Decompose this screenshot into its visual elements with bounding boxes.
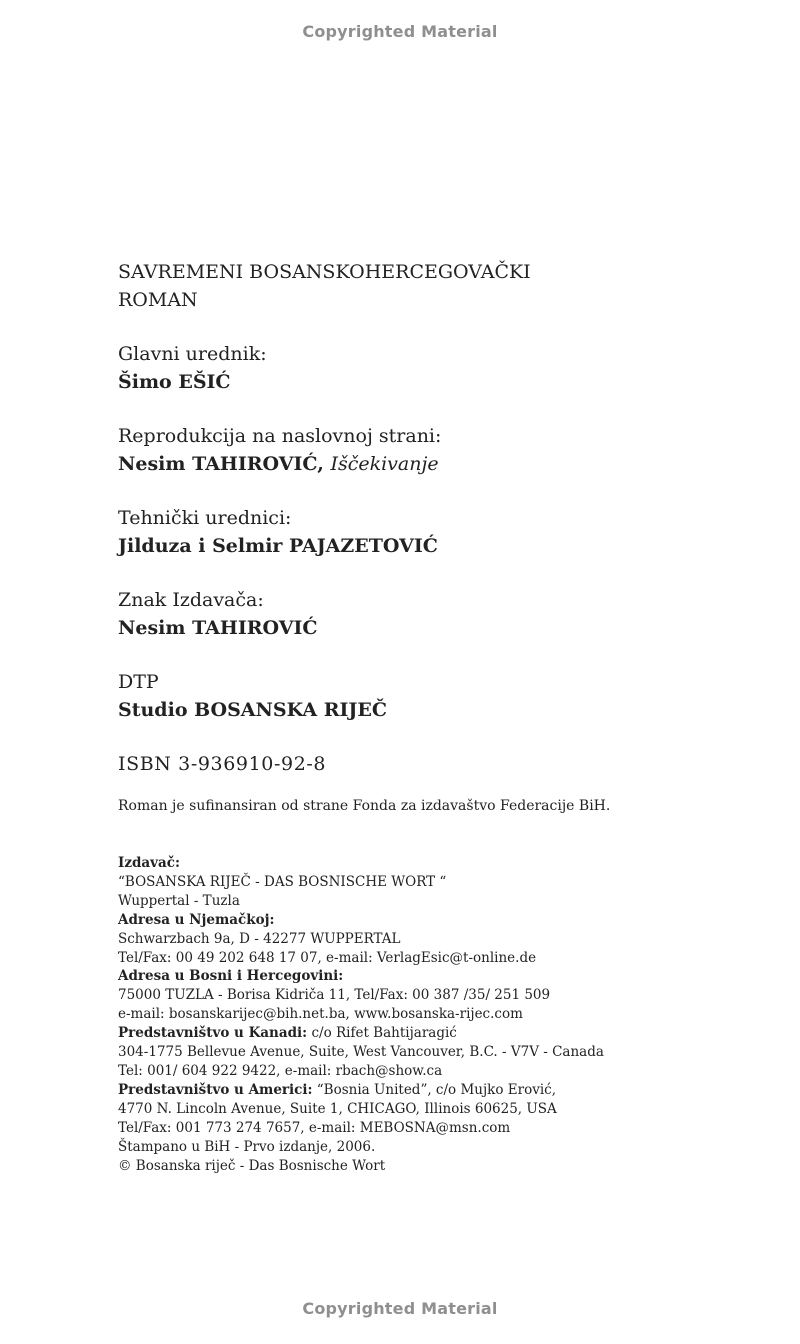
- credit-value-line: [118, 450, 758, 478]
- canada-office-person: c/o Rifet Bahtijaragić: [307, 1025, 457, 1042]
- publisher-city: Wuppertal - Tuzla: [118, 892, 240, 909]
- publisher-label: Izdavač:: [118, 855, 180, 871]
- isbn: ISBN 3-936910-92-8: [118, 753, 327, 775]
- usa-office-address: 4770 N. Lincoln Avenue, Suite 1, CHICAGO, Illinois 60625, USA: [118, 1100, 557, 1117]
- germany-address-label: Adresa u Njemačkoj:: [118, 911, 275, 928]
- credit-value: Nesim TAHIROVIĆ,: [118, 453, 331, 475]
- canada-office-label: Predstavništvo u Kanadi:: [118, 1025, 308, 1042]
- canada-office-address: 304-1775 Bellevue Avenue, Suite, West Vancouver, B.C. - V7V - Canada: [118, 1044, 604, 1061]
- bih-address-label: Adresa u Bosni i Hercegovini:: [118, 968, 344, 985]
- credit-value: Nesim TAHIROVIĆ: [118, 617, 318, 639]
- imprint: [118, 854, 758, 1175]
- germany-address: Schwarzbach 9a, D - 42277 WUPPERTAL: [118, 930, 401, 947]
- credit-editor: [118, 340, 758, 396]
- copyright-page: [118, 258, 758, 1175]
- credit-value: Jilduza i Selmir PAJAZETOVIĆ: [118, 535, 438, 557]
- canada-office-contact: Tel: 001/ 604 922 9422, e-mail: rbach@show.ca: [118, 1062, 443, 1079]
- usa-office-contact: Tel/Fax: 001 773 274 7657, e-mail: MEBOSNA@msn.com: [118, 1119, 511, 1136]
- credit-value: Studio BOSANSKA RIJEČ: [118, 699, 387, 721]
- publisher-name: “BOSANSKA RIJEČ - DAS BOSNISCHE WORT “: [118, 873, 447, 890]
- credit-cover: [118, 422, 758, 478]
- usa-office-person: “Bosnia United”, c/o Mujko Erović,: [312, 1081, 556, 1098]
- funding-note: Roman je sufinansiran od strane Fonda za izdavaštvo Federacije BiH.: [118, 798, 611, 814]
- credit-technical-editors: [118, 504, 758, 560]
- series-title-line-1: SAVREMENI BOSANSKOHERCEGOVAČKI: [118, 261, 531, 283]
- bih-address: 75000 TUZLA - Borisa Kidriča 11, Tel/Fax: 00 387 /35/ 251 509: [118, 987, 551, 1004]
- credit-label: Znak Izdavača:: [118, 589, 264, 611]
- credit-label: Reprodukcija na naslovnoj strani:: [118, 425, 442, 447]
- credit-label: Glavni urednik:: [118, 343, 267, 365]
- series-title: [118, 258, 758, 314]
- printing-info: Štampano u BiH - Prvo izdanje, 2006.: [118, 1138, 376, 1155]
- credit-label: Tehnički urednici:: [118, 507, 292, 529]
- watermark-top: Copyrighted Material: [302, 22, 498, 41]
- series-title-line-2: ROMAN: [118, 289, 198, 311]
- credit-dtp: [118, 668, 758, 724]
- artwork-title: Iščekivanje: [330, 453, 439, 475]
- copyright-notice: © Bosanska riječ - Das Bosnische Wort: [118, 1157, 386, 1174]
- usa-office-label: Predstavništvo u Americi:: [118, 1081, 313, 1098]
- credit-publisher-logo: [118, 586, 758, 642]
- credit-value: Šimo EŠIĆ: [118, 371, 231, 393]
- germany-contact: Tel/Fax: 00 49 202 648 17 07, e-mail: VerlagEsic@t-online.de: [118, 949, 537, 966]
- bih-contact: e-mail: bosanskarijec@bih.net.ba, www.bosanska-rijec.com: [118, 1006, 523, 1023]
- watermark-bottom: Copyrighted Material: [302, 1299, 498, 1318]
- credit-label: DTP: [118, 671, 159, 693]
